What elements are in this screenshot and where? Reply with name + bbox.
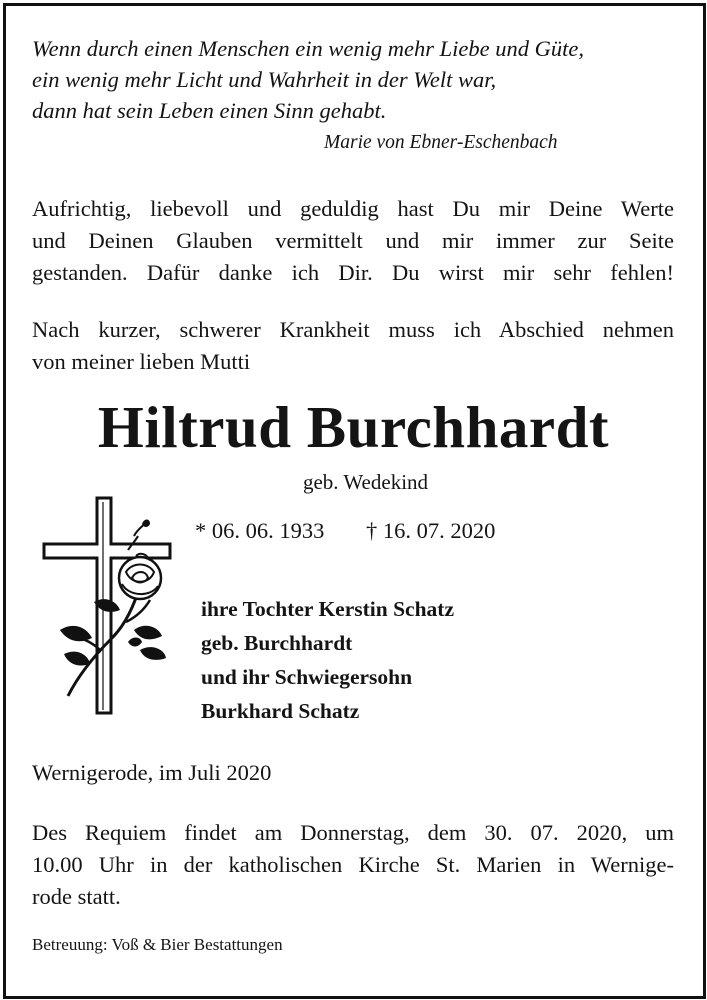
paragraph-2-line-2: von meiner lieben Mutti <box>32 349 251 374</box>
mourner-line-3: und ihr Schwiegersohn <box>201 665 413 689</box>
requiem-line-2: 10.00 Uhr in der katholischen Kirche St. Marien in Wernige- <box>32 852 674 877</box>
quote-line-3: dann hat sein Leben einen Sinn gehabt. <box>32 98 387 123</box>
requiem-line-1: Des Requiem findet am Donnerstag, dem 30. 07. 2020, um <box>32 820 674 845</box>
quote-line-1: Wenn durch einen Menschen ein wenig mehr Liebe und Güte, <box>32 36 584 61</box>
mourner-line-4: Burkhard Schatz <box>201 699 360 723</box>
birth-date: * 06. 06. 1933 <box>195 518 325 543</box>
paragraph-1-line-3: gestanden. Dafür danke ich Dir. Du wirst mir sehr fehlen! <box>32 260 674 285</box>
quote-author: Marie von Ebner-Eschenbach <box>324 132 558 153</box>
quote-line-2: ein wenig mehr Licht und Wahrheit in der Welt war, <box>32 67 497 92</box>
requiem-line-3: rode statt. <box>32 884 121 909</box>
place-date: Wernigerode, im Juli 2020 <box>32 760 272 785</box>
paragraph-2-line-1: Nach kurzer, schwerer Krankheit muss ich Abschied nehmen <box>32 317 674 342</box>
maiden-name: geb. Wedekind <box>302 470 429 494</box>
mourner-line-2: geb. Burchhardt <box>201 631 353 655</box>
paragraph-1-line-2: und Deinen Glauben vermittelt und mir immer zur Seite <box>32 228 674 253</box>
undertaker-credit: Betreuung: Voß & Bier Bestattungen <box>32 935 283 954</box>
mourner-line-1: ihre Tochter Kerstin Schatz <box>201 597 455 621</box>
paragraph-1-line-1: Aufrichtig, liebevoll und geduldig hast Du mir Deine Werte <box>32 196 674 221</box>
deceased-name: Hiltrud Burchhardt <box>97 394 610 460</box>
death-date: † 16. 07. 2020 <box>366 518 496 543</box>
cross-with-rose-icon <box>40 492 180 718</box>
